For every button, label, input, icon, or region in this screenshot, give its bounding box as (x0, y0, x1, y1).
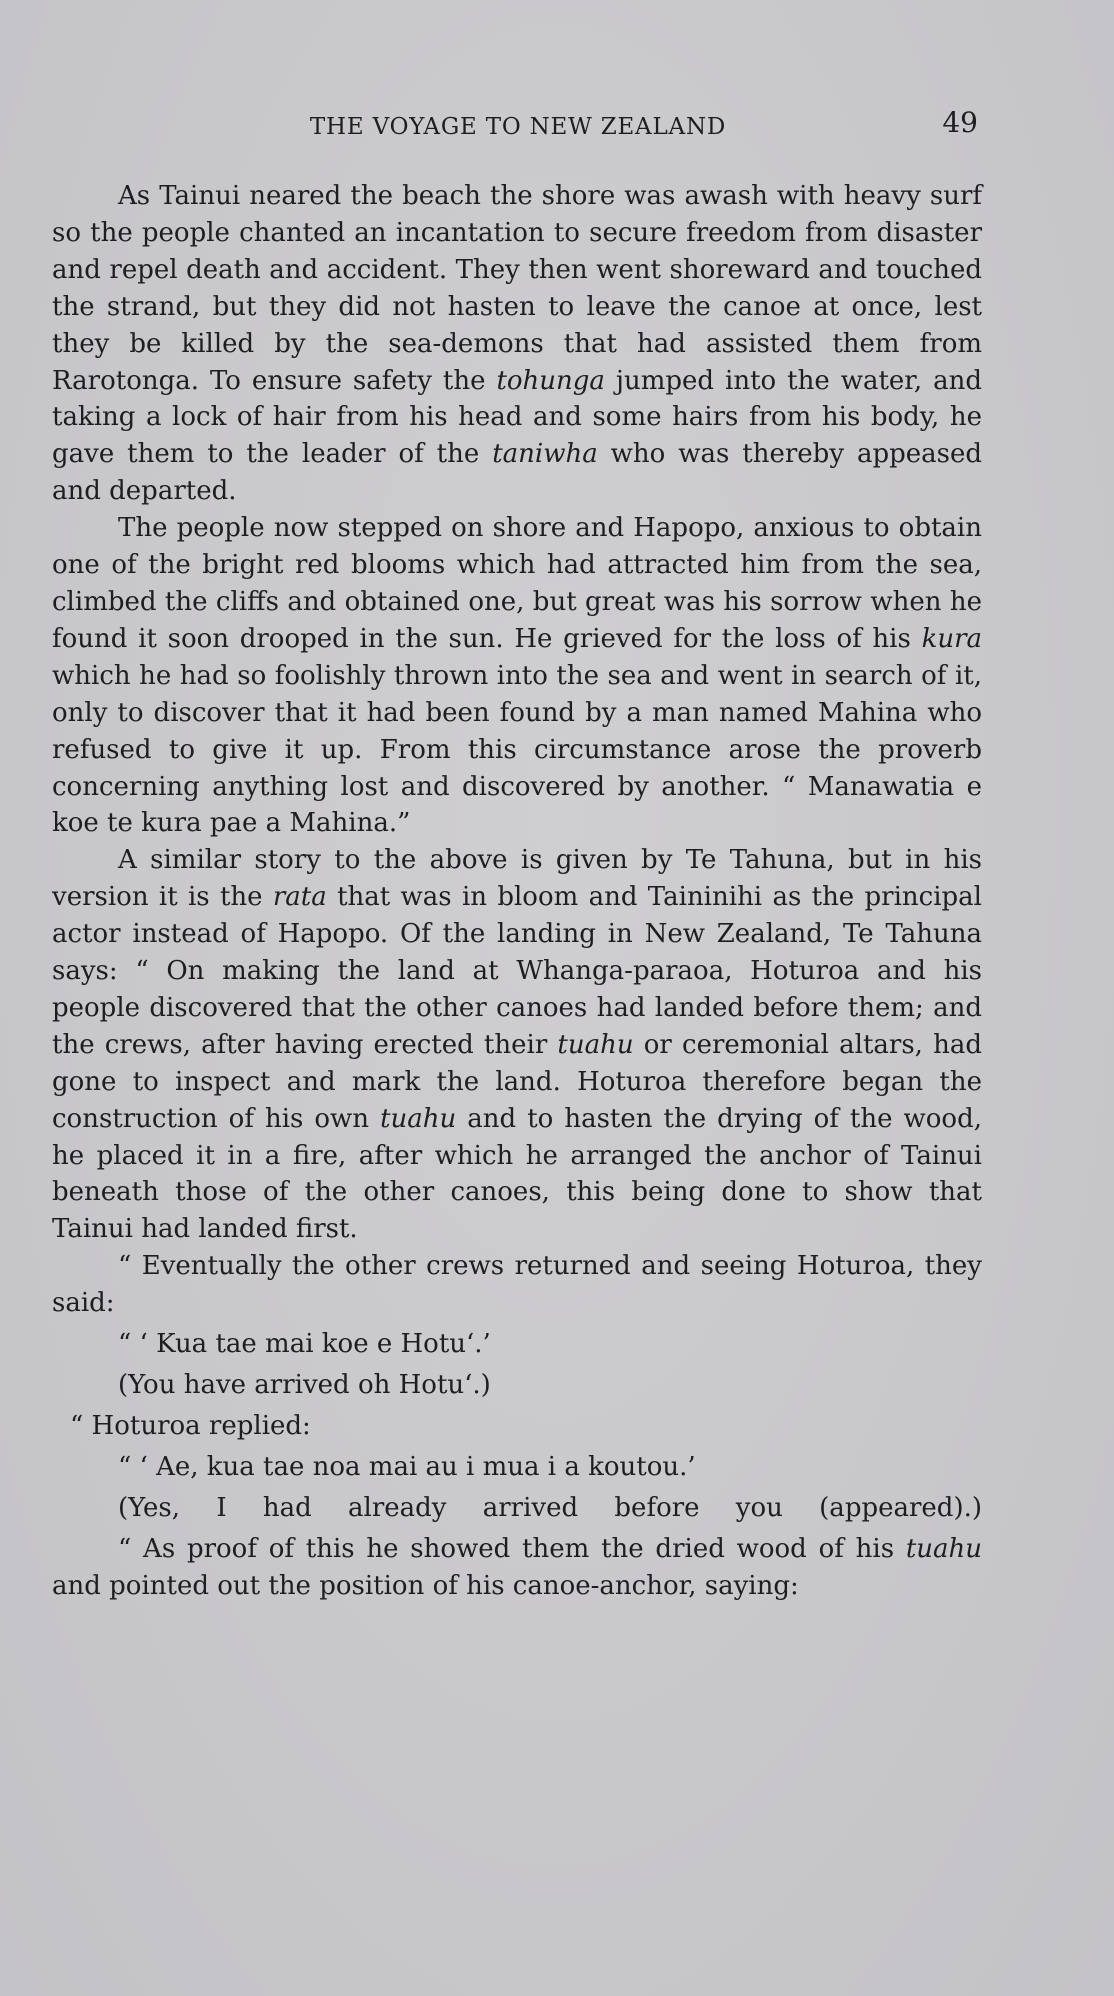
quote-translation: (You have arrived oh Hotu‘.) (118, 1370, 491, 1400)
paragraph-final (52, 1531, 982, 1605)
text-run: The people now stepped on shore and Hapopo, anxious to obtain one of the bright red blooms which had attracted him from the sea, climbed the cliffs and obtained one, but great was his sorrow when he found it soon drooped in the sun. He grieved for the loss of his (52, 513, 982, 654)
body-text (52, 178, 982, 1604)
text-run: or ceremonial altars, had gone to inspect and mark the land. Hoturoa therefore began the construction of his own (52, 1029, 983, 1134)
paragraph (52, 842, 982, 1248)
text-run: “ As proof of this he showed them the dried wood of his (118, 1533, 906, 1564)
text-run: and pointed out the position of his canoe-anchor, saying: (52, 1570, 799, 1601)
quote-line: “ ‘ Kua tae mai koe e Hotu‘.’ (118, 1329, 491, 1360)
text-run: “ Eventually the other crews returned and seeing Hoturoa, they said: (52, 1251, 982, 1319)
text-run: A similar story to the above is given by Te Tahuna, but in his version it is the (52, 845, 982, 913)
text-run: As Tainui neared the beach the shore was awash with heavy surf so the people chanted an incantation to secure freedom from disaster and repel death and accident. They then went shoreward and touched the strand, but they did not hasten to leave the canoe at once, lest they be killed by the sea-demons that had assisted them from Rarotonga. To ensure safety the (52, 181, 982, 396)
page-number: 49 (942, 106, 978, 139)
italic-term: kura (921, 623, 982, 654)
paragraph (52, 1248, 982, 1322)
running-head (58, 106, 978, 146)
text-run: jumped into the water, and taking a lock of hair from his head and some hairs from his body, he gave them to the leader of the (52, 365, 982, 470)
quote-line: “ Hoturoa replied: (70, 1410, 311, 1441)
paragraph (52, 178, 982, 510)
quote-translation: (Yes, I had already arrived before you (appeared).) (118, 1492, 982, 1523)
italic-term: taniwha (492, 439, 598, 470)
quote-line: “ ‘ Ae, kua tae noa mai au i mua i a koutou.’ (118, 1451, 696, 1482)
text-run: which he had so foolishly thrown into the sea and went in search of it, only to discover that it had been found by a man named Mahina who refused to give it up. From this circumstance arose the proverb concerning anything lost and discovered by another. “ Manawatia e koe te kura pae a Mahina.” (52, 660, 982, 839)
italic-term: tuahu (557, 1029, 634, 1060)
text-run: who was thereby appeased and departed. (52, 439, 982, 507)
paragraph (52, 510, 982, 842)
text-run: and to hasten the drying of the wood, he placed it in a fire, after which he arranged the anchor of Tainui beneath those of the other canoes, this being done to show that Tainui had landed first. (52, 1103, 982, 1245)
italic-term: tohunga (496, 365, 605, 396)
italic-term: rata (272, 882, 327, 913)
text-run: that was in bloom and Taininihi as the principal actor instead of Hapopo. Of the landing in New Zealand, Te Tahuna says: “ On making the land at Whanga-paraoa, Hoturoa and his people discovered that the other canoes had landed before them; and the crews, after having erected their (52, 882, 982, 1060)
italic-term: tuahu (380, 1103, 457, 1134)
running-title: THE VOYAGE TO NEW ZEALAND (309, 114, 727, 140)
italic-term: tuahu (905, 1533, 982, 1564)
